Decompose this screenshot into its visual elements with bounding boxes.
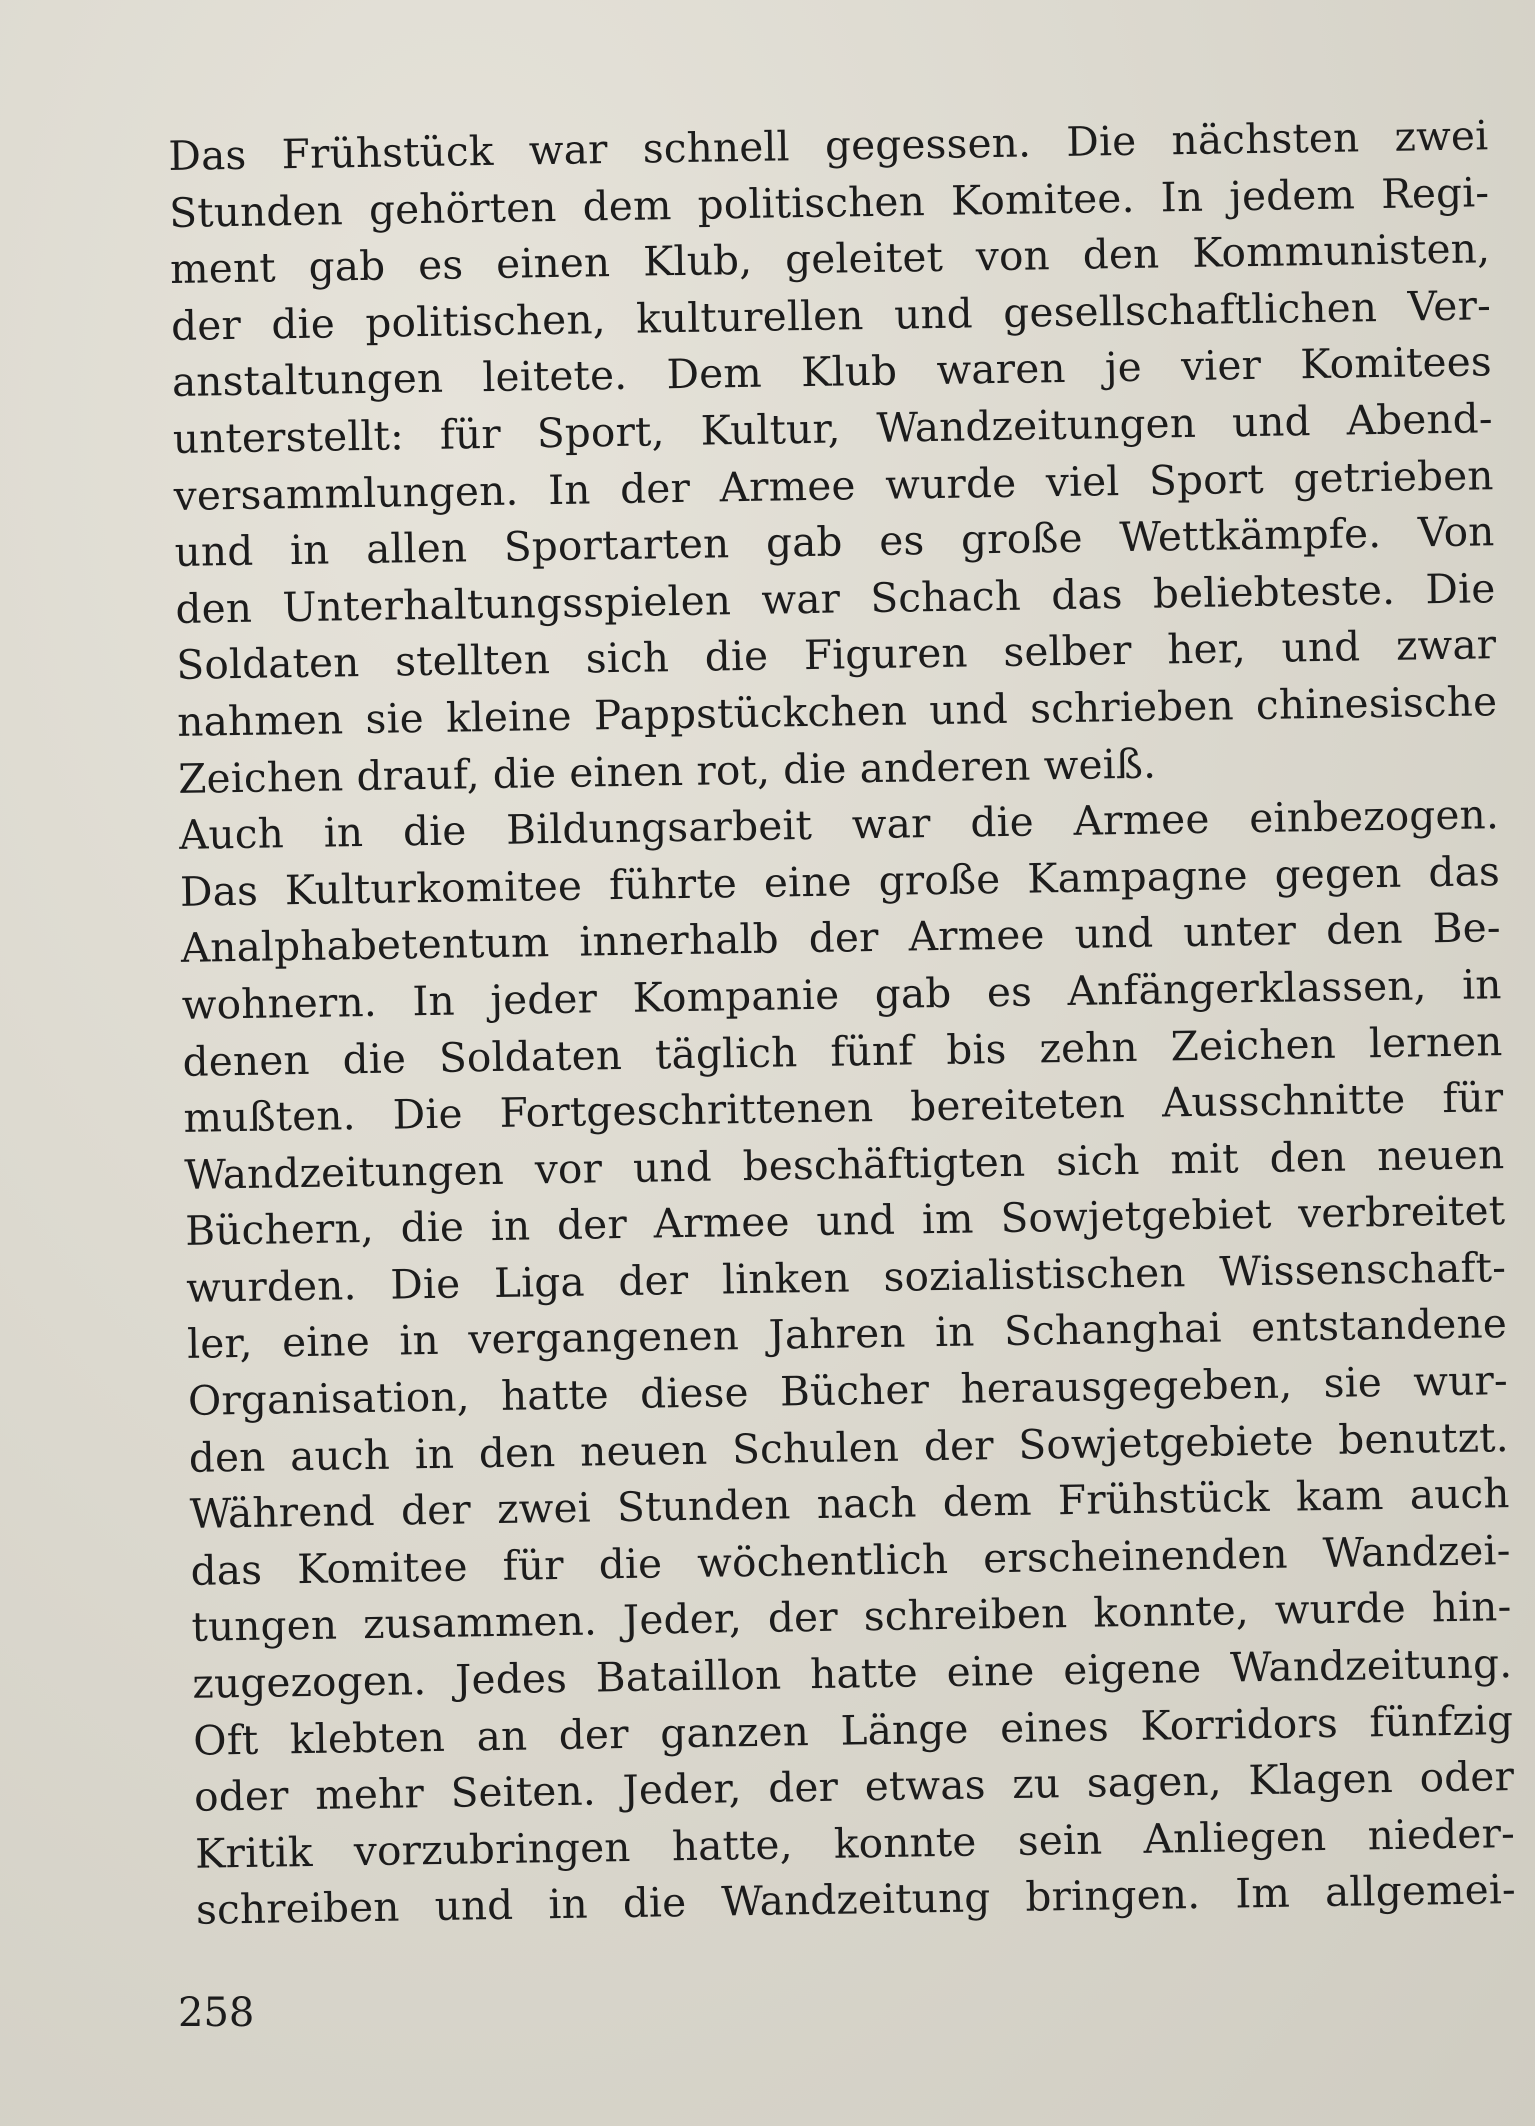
text-line: wohnern. In jeder Kompanie gab es Anfängerklassen, in [181,960,1502,1029]
page-number: 258 [178,1990,255,2036]
text-line: den Unterhaltungsspielen war Schach das beliebteste. Die [175,563,1496,633]
text-line: Während der zwei Stunden nach dem Frühstück kam auch [189,1469,1510,1539]
text-line: nahmen sie kleine Pappstückchen und schrieben chinesische [176,677,1498,746]
text-line: mußten. Die Fortgeschrittenen bereiteten Ausschnitte für [183,1073,1504,1142]
text-line: Stunden gehörten dem politischen Komitee. In jedem Regi- [168,167,1490,237]
text-line: und in allen Sportarten gab es große Wettkämpfe. Von [174,507,1495,577]
text-line: Analphabetentum innerhalb der Armee und unter den Be- [180,903,1502,973]
text-line: tungen zusammen. Jeder, der schreiben konnte, wurde hin- [191,1582,1512,1652]
text-line: Oft klebten an der ganzen Länge eines Korridors fünfzig [192,1695,1514,1765]
text-line: denen die Soldaten täglich fünf bis zehn Zeichen lernen [182,1016,1503,1086]
text-line: das Komitee für die wöchentlich erscheinenden Wandzei- [190,1525,1511,1595]
text-line: ment gab es einen Klub, geleitet von den Kommunisten, [169,224,1491,294]
text-line: wurden. Die Liga der linken sozialistischen Wissenschaft- [185,1243,1507,1312]
text-line: versammlungen. In der Armee wurde viel Sport getrieben [173,450,1494,520]
text-line: Soldaten stellten sich die Figuren selber her, und zwar [176,620,1497,690]
text-line: Auch in die Bildungsarbeit war die Armee einbezogen. [178,790,1500,860]
text-line: Das Kulturkomitee führte eine große Kampagne gegen das [179,846,1501,916]
text-line: ler, eine in vergangenen Jahren in Schanghai entstandene [186,1299,1508,1369]
text-line: Büchern, die in der Armee und im Sowjetgebiet verbreitet [184,1186,1506,1256]
text-line: Wandzeitungen vor und beschäftigten sich mit den neuen [184,1129,1505,1199]
text-line: Organisation, hatte diese Bücher herausgegeben, sie wur- [187,1356,1509,1425]
text-line: Kritik vorzubringen hatte, konnte sein Anliegen nieder- [194,1808,1516,1878]
text-line: oder mehr Seiten. Jeder, der etwas zu sagen, Klagen oder [193,1752,1515,1822]
text-line: der die politischen, kulturellen und gesellschaftlichen Ver- [170,281,1492,350]
text-line: den auch in den neuen Schulen der Sowjetgebiete benutzt. [188,1412,1510,1482]
text-line: schreiben und in die Wandzeitung bringen. Im allgemei- [195,1865,1517,1935]
text-line: Das Frühstück war schnell gegessen. Die nächsten zwei [168,111,1489,180]
body-text [168,107,1516,1939]
text-line: unterstellt: für Sport, Kultur, Wandzeitungen und Abend- [172,394,1494,463]
text-line: Zeichen drauf, die einen rot, die anderen weiß. [177,739,1157,803]
text-line: anstaltungen leitete. Dem Klub waren je vier Komitees [171,337,1493,407]
text-line: zugezogen. Jedes Bataillon hatte eine eigene Wandzeitung. [192,1639,1513,1708]
